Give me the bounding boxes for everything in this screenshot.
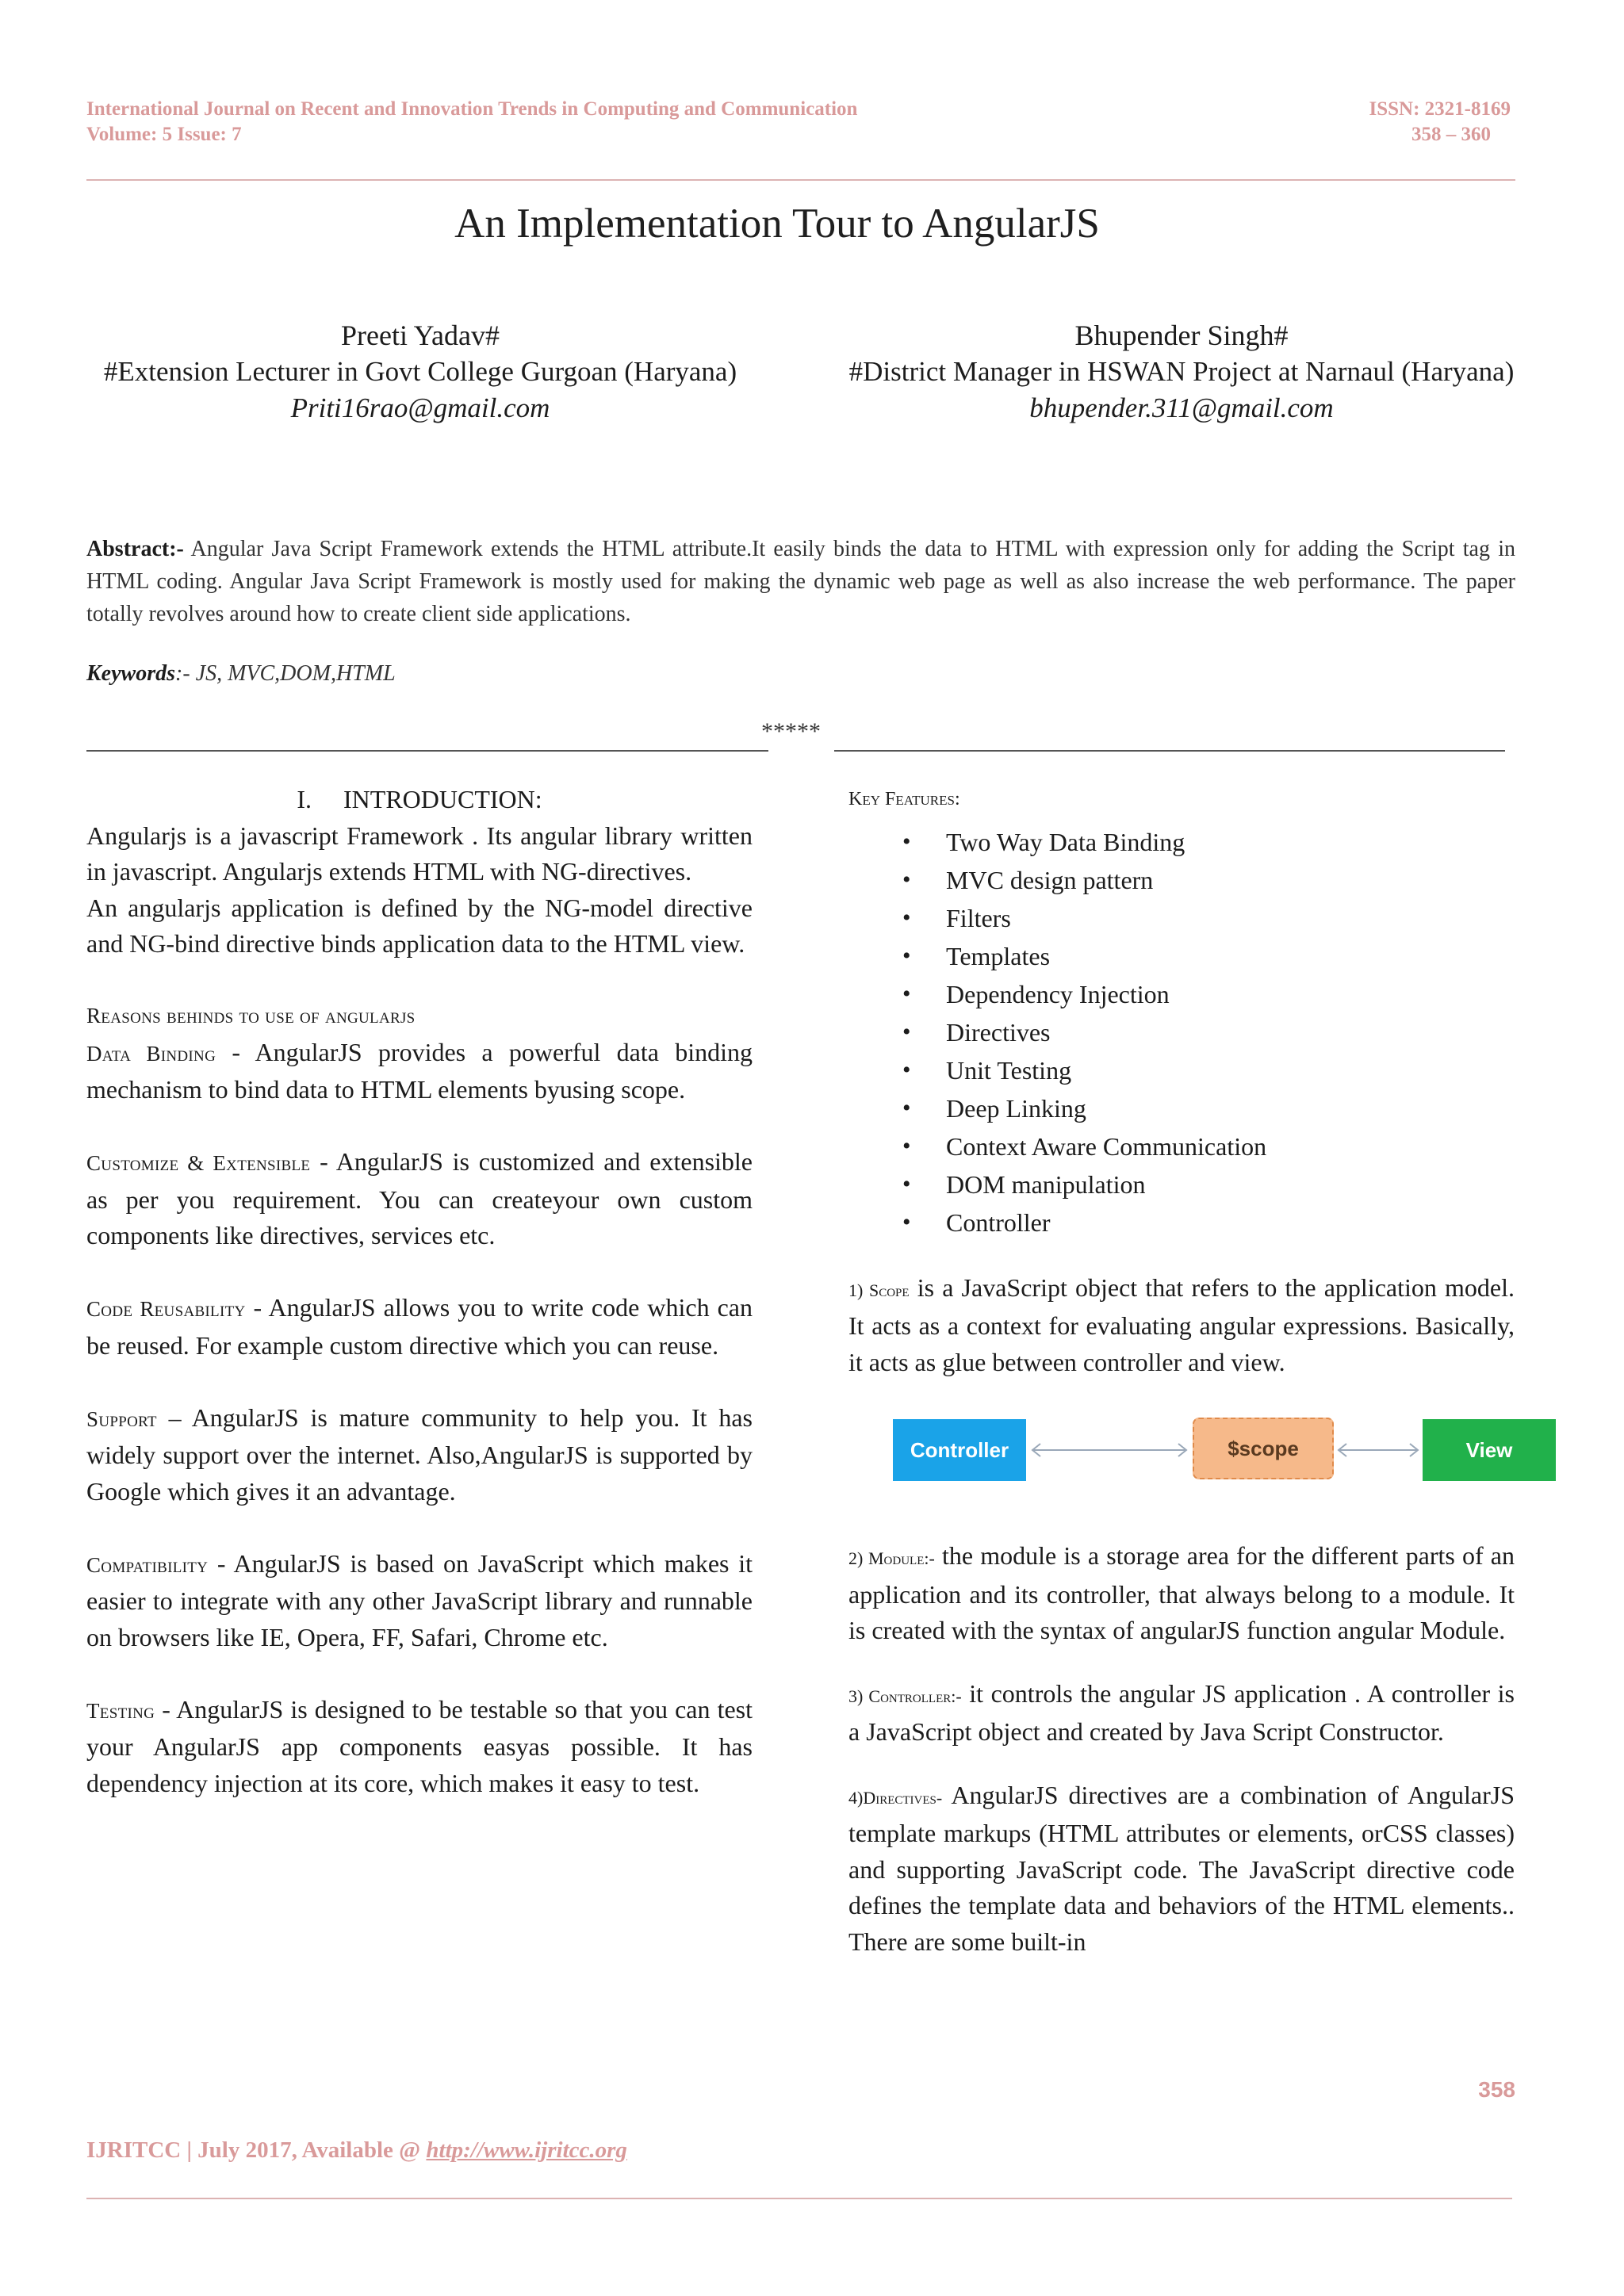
author-2 xyxy=(825,317,1538,427)
diagram-arrow-right xyxy=(1334,1419,1423,1481)
journal-pages: 358 – 360 xyxy=(1411,124,1491,145)
separator-line-right xyxy=(834,750,1505,752)
testing-text: - AngularJS is designed to be testable so that you can test your AngularJS app components easyas possible. It has dependency injection at its core, which makes it easy to test. xyxy=(86,1694,753,1797)
paper-title: An Implementation Tour to AngularJS xyxy=(454,201,1100,247)
module-number: 2) xyxy=(848,1548,868,1568)
abstract-label: Abstract xyxy=(86,537,170,561)
customize-label: Customize & Extensible xyxy=(86,1151,311,1175)
reusability-paragraph xyxy=(86,1290,753,1364)
support-paragraph xyxy=(86,1400,753,1510)
support-text: – AngularJS is mature community to help you. It has widely support over the internet. Also,AngularJS is supported by Google which gives it an advantage. xyxy=(86,1402,753,1506)
keywords-text: :- JS, MVC,DOM,HTML xyxy=(175,661,396,686)
footer xyxy=(86,2137,627,2164)
scope-label: Scope xyxy=(868,1280,910,1300)
testing-label: Testing xyxy=(86,1698,155,1723)
feature-item: • Unit Testing xyxy=(848,1051,1515,1089)
feature-item: • Context Aware Communication xyxy=(848,1127,1515,1165)
journal-issn: ISSN: 2321-8169 xyxy=(1369,98,1511,120)
data-binding-paragraph xyxy=(86,1035,753,1108)
abstract xyxy=(86,533,1515,630)
feature-item: • Deep Linking xyxy=(848,1089,1515,1127)
keywords xyxy=(86,661,396,687)
author-1-affiliation: #Extension Lecturer in Govt College Gurgoan (Haryana) xyxy=(103,356,737,387)
left-column xyxy=(86,782,753,1801)
testing-paragraph xyxy=(86,1692,753,1802)
controller-number: 3) xyxy=(848,1686,869,1706)
customize-text: - AngularJS is customized and extensible as per you requirement. You can createyour own custom components like directives, services etc. xyxy=(86,1147,753,1249)
scope-number: 1) xyxy=(848,1280,869,1300)
author-2-name: Bhupender Singh# xyxy=(1074,320,1289,351)
feature-item: • Dependency Injection xyxy=(848,975,1515,1013)
right-column xyxy=(848,782,1515,1380)
footer-text: IJRITCC | July 2017, Available @ xyxy=(86,2137,427,2163)
author-1 xyxy=(63,317,777,427)
diagram-scope-box: $scope xyxy=(1193,1418,1334,1479)
author-2-affiliation: #District Manager in HSWAN Project at Narnaul (Haryana) xyxy=(848,356,1515,387)
keywords-label: Keywords xyxy=(86,661,175,686)
feature-item: • Directives xyxy=(848,1013,1515,1051)
support-label: Support xyxy=(86,1406,157,1431)
data-binding-text: - AngularJS provides a powerful data binding mechanism to bind data to HTML elements byusing scope. xyxy=(86,1037,753,1104)
author-2-email: bhupender.311@gmail.com xyxy=(1029,392,1334,423)
feature-item: • Filters xyxy=(848,899,1515,937)
abstract-text: Angular Java Script Framework extends the HTML attribute.It easily binds the data to HTML with expression only for adding the Script tag in HTML coding. Angular Java Script Framework is mostly used for making the dynamic web page as well as also increase the web performance. The paper totally revolves around how to create client side applications. xyxy=(86,537,1515,626)
customize-paragraph xyxy=(86,1144,753,1254)
module-text: the module is a storage area for the different parts of an application and its controller, that always belong to a module. It is created with the syntax of angularJS function angular Module. xyxy=(848,1541,1515,1644)
scope-paragraph xyxy=(848,1270,1515,1381)
module-paragraph xyxy=(848,1538,1515,1649)
intro-heading: I. INTRODUCTION: xyxy=(297,785,542,813)
controller-text: it controls the angular JS application . A controller is a JavaScript object and created by Java Script Constructor. xyxy=(848,1678,1515,1746)
module-label: Module:- xyxy=(868,1548,935,1568)
data-binding-label: Data Binding xyxy=(86,1041,216,1066)
scope-diagram xyxy=(887,1411,1513,1490)
directives-number: 4) xyxy=(848,1787,864,1808)
journal-volume: Volume: 5 Issue: 7 xyxy=(86,124,242,145)
diagram-controller-box: Controller xyxy=(893,1419,1026,1481)
footer-link[interactable]: http://www.ijritcc.org xyxy=(426,2137,627,2163)
scope-text: is a JavaScript object that refers to the application model. It acts as a context for evaluating angular expressions. Basically, it acts as glue between controller and view. xyxy=(848,1272,1515,1376)
right-column-lower xyxy=(848,1538,1515,1960)
directives-label: Directives- xyxy=(863,1787,943,1808)
intro-paragraph-2: An angularjs application is defined by the NG-model directive and NG-bind directive binds application data to the HTML view. xyxy=(86,893,753,958)
compatibility-text: - AngularJS is based on JavaScript which makes it easier to integrate with any other JavaScript library and runnable on browsers like IE, Opera, FF, Safari, Chrome etc. xyxy=(86,1548,753,1651)
diagram-view-box: View xyxy=(1423,1419,1556,1481)
separator-stars: ***** xyxy=(761,718,821,744)
feature-list xyxy=(848,823,1515,1242)
controller-label: Controller:- xyxy=(868,1686,962,1706)
author-1-email: Priti16rao@gmail.com xyxy=(290,392,550,423)
directives-text: AngularJS directives are a combination of AngularJS template markups (HTML attributes or elements, orCSS classes) and supporting JavaScript code. The JavaScript directive code defines the template data and behaviors of the HTML elements.. There are some built-in xyxy=(848,1780,1515,1956)
journal-name: International Journal on Recent and Innovation Trends in Computing and Communication xyxy=(86,98,858,120)
feature-item: • MVC design pattern xyxy=(848,861,1515,899)
separator-line-left xyxy=(86,750,768,752)
reasons-heading: Reasons behinds to use of angularjs xyxy=(86,1004,416,1027)
controller-paragraph xyxy=(848,1676,1515,1751)
directives-paragraph xyxy=(848,1777,1515,1961)
feature-item: • Two Way Data Binding xyxy=(848,823,1515,861)
header-rule xyxy=(86,179,1515,181)
compatibility-label: Compatibility xyxy=(86,1552,209,1577)
footer-rule xyxy=(86,2198,1512,2199)
reusability-text: - AngularJS allows you to write code which can be reused. For example custom directive which you can reuse. xyxy=(86,1293,753,1360)
compatibility-paragraph xyxy=(86,1546,753,1656)
abstract-sep: :- xyxy=(169,537,184,561)
page-number: 358 xyxy=(1478,2077,1515,2102)
reusability-label: Code Reusability xyxy=(86,1297,246,1321)
feature-item: • Templates xyxy=(848,937,1515,975)
key-features-heading: Key Features: xyxy=(848,789,960,809)
author-1-name: Preeti Yadav# xyxy=(341,320,500,351)
feature-item: • DOM manipulation xyxy=(848,1165,1515,1203)
intro-paragraph-1: Angularjs is a javascript Framework . Its angular library written in javascript. Angularjs extends HTML with NG-directives. xyxy=(86,821,753,886)
diagram-arrow-left xyxy=(1026,1419,1193,1481)
feature-item: • Controller xyxy=(848,1203,1515,1242)
